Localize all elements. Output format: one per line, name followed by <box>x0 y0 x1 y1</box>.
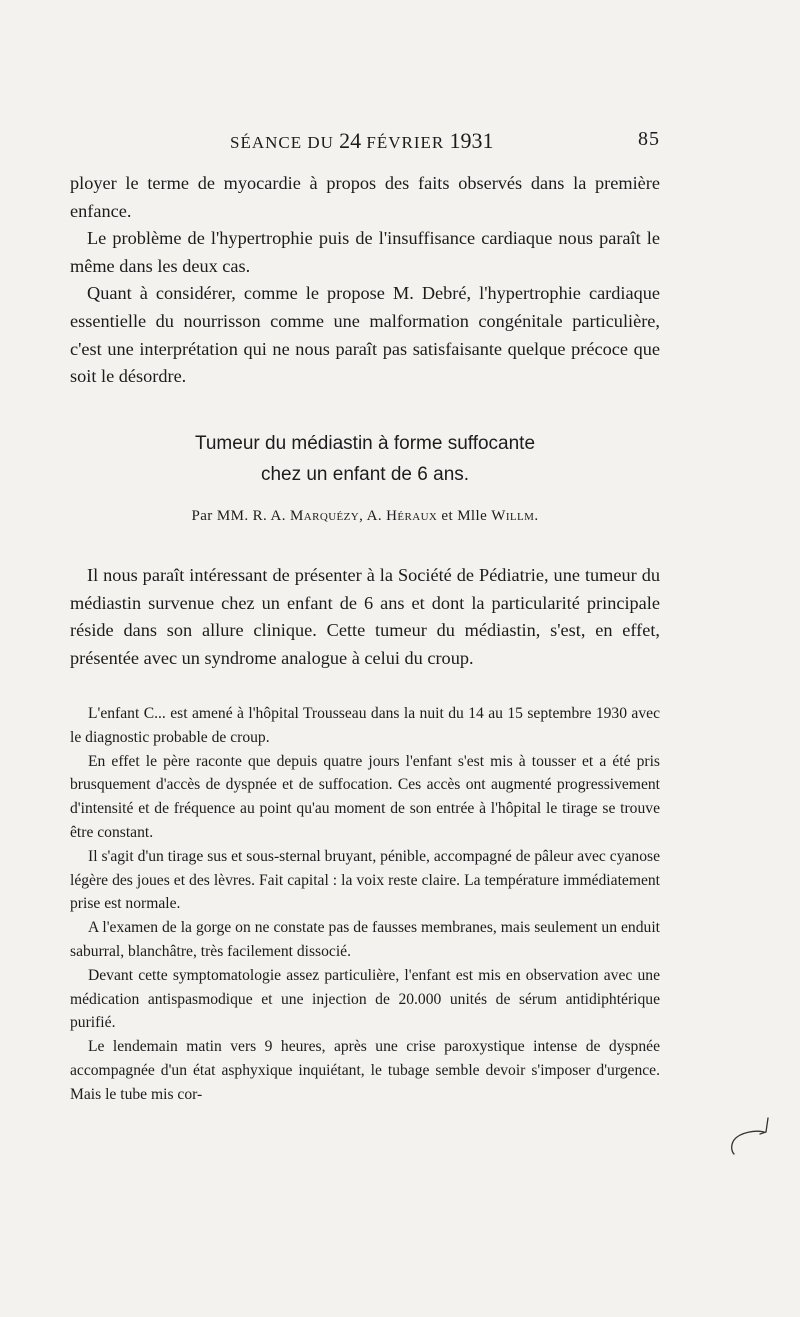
case-paragraph: En effet le père raconte que depuis quatre jours l'enfant s'est mis à tousser et a été pris brusquement d'accès de dyspnée et de suffocation. Ces accès ont augmenté progressivement d'intensité et de fréquence au point qu'au moment de son entrée à l'hôpital le tirage se trouve être constant. <box>70 752 660 841</box>
case-paragraph: L'enfant C... est amené à l'hôpital Trousseau dans la nuit du 14 au 15 septembre 1930 avec le diagnostic probable de croup. <box>70 705 660 746</box>
pencil-mark-icon <box>728 1108 778 1158</box>
running-title-day: 24 <box>339 128 362 153</box>
author-name: Héraux <box>386 508 438 524</box>
intro-paragraph: Le problème de l'hypertrophie puis de l'insuffisance cardiaque nous paraît le même dans les deux cas. <box>70 228 660 276</box>
author-name: Marquézy <box>290 508 360 524</box>
case-paragraph: Devant cette symptomatologie assez particulière, l'enfant est mis en observation avec une médication antispasmodique et une injection de 20.000 unités de sérum antidiphtérique purifié. <box>70 966 660 1032</box>
running-title-part: SÉANCE DU <box>230 133 340 152</box>
case-paragraph: A l'examen de la gorge on ne constate pas de fausses membranes, mais seulement un enduit saburral, blanchâtre, très facilement dissocié. <box>70 919 660 960</box>
running-title <box>230 128 494 154</box>
intro-paragraph: ployer le terme de myocardie à propos des faits observés dans la première enfance. <box>70 173 660 221</box>
intro-paragraph: Quant à considérer, comme le propose M. Debré, l'hypertrophie cardiaque essentielle du nourrisson comme une malformation congénitale particulière, c'est une interprétation qui ne nous paraît pas satisfaisante quelque précoce que soit le désordre. <box>70 283 660 387</box>
article-title <box>70 428 660 490</box>
article-title-line: Tumeur du médiastin à forme suffocante <box>194 433 536 454</box>
main-text <box>70 562 660 672</box>
running-title-part: FÉVRIER <box>361 133 450 152</box>
main-paragraph: Il nous paraît intéressant de présenter à la Société de Pédiatrie, une tumeur du médiastin survenue chez un enfant de 6 ans et dont la particularité principale réside dans son allure clinique. Cette tumeur du médiastin, s'est, en effet, présentée avec un syndrome analogue à celui du croup. <box>70 565 660 668</box>
intro-text <box>70 170 660 391</box>
page-number: 85 <box>638 128 660 150</box>
running-title-year: 1931 <box>449 128 494 153</box>
article-title-line: chez un enfant de 6 ans. <box>260 464 470 485</box>
authors-text: , A. <box>359 508 387 524</box>
case-report <box>70 702 660 1107</box>
case-paragraph: Le lendemain matin vers 9 heures, après une crise paroxystique intense de dyspnée accompagnée d'un état asphyxique inquiétant, le tubage semble devoir s'imposer d'urgence. Mais le tube mis cor- <box>70 1038 660 1103</box>
authors-text: . <box>534 508 539 524</box>
authors-text: et Mlle <box>437 508 492 524</box>
authors-text: Par MM. R. A. <box>191 508 291 524</box>
article-authors <box>70 508 660 525</box>
running-header <box>70 128 660 158</box>
case-paragraph: Il s'agit d'un tirage sus et sous-sternal bruyant, pénible, accompagné de pâleur avec cyanose légère des joues et des lèvres. Fait capital : la voix reste claire. La température immédiatement prise est normale. <box>70 847 660 913</box>
author-name: Willm <box>491 508 535 524</box>
